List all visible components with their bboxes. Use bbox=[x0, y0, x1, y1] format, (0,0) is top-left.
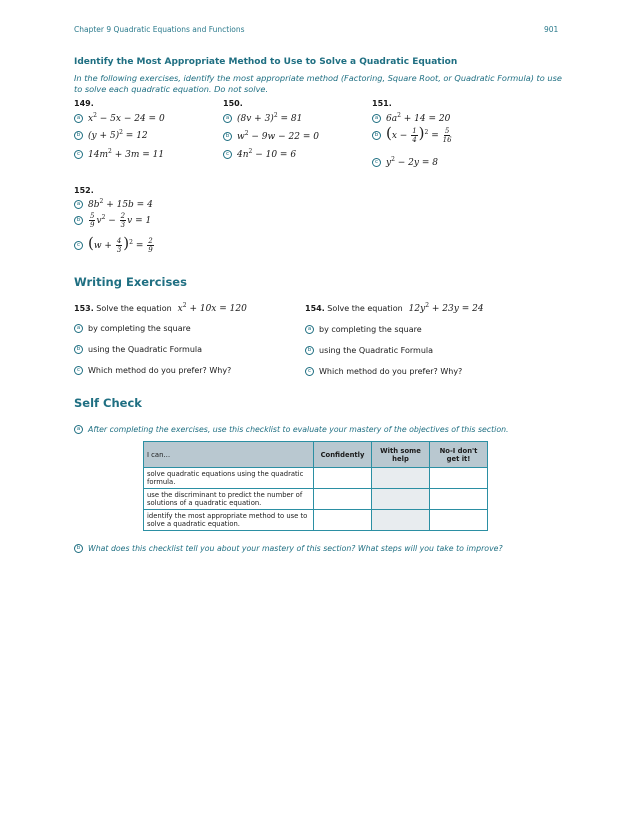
problem-153-a bbox=[74, 324, 191, 333]
checkbox-with-some-help[interactable] bbox=[372, 468, 430, 489]
checkbox-dont-get-it[interactable] bbox=[430, 510, 488, 531]
table-header: With some help bbox=[372, 442, 430, 468]
checkbox-confidently[interactable] bbox=[314, 510, 372, 531]
page-number: 901 bbox=[544, 25, 559, 34]
equation: $12y^2 + 23y = 24$ bbox=[408, 302, 484, 314]
label-c-icon: c bbox=[74, 241, 83, 250]
self-check-a-text: After completing the exercises, use this checklist to evaluate your mastery of the objectives of this section. bbox=[88, 425, 509, 434]
problem-153-b bbox=[74, 345, 202, 354]
item-text: Which method do you prefer? Why? bbox=[88, 366, 232, 375]
item-text: using the Quadratic Formula bbox=[88, 345, 203, 354]
table-header-row bbox=[144, 442, 488, 468]
self-check-b-text: What does this checklist tell you about your mastery of this section? What steps will you take to improve? bbox=[88, 544, 503, 553]
self-check-heading: Self Check bbox=[74, 396, 142, 410]
equation: (x − $\frac{1}{4}$ )$^2$ = $\frac{5}{16}$ bbox=[386, 124, 452, 144]
item-text: Which method do you prefer? Why? bbox=[319, 367, 463, 376]
label-b-icon: b bbox=[74, 131, 83, 140]
self-check-a bbox=[74, 425, 509, 434]
problem-number-153: 153. bbox=[74, 303, 94, 313]
label-a-icon: a bbox=[74, 200, 83, 209]
problem-150-a bbox=[223, 112, 302, 124]
label-a-icon: a bbox=[74, 324, 83, 333]
problem-151-b bbox=[372, 124, 453, 144]
label-a-icon: a bbox=[305, 325, 314, 334]
label-a-icon: a bbox=[74, 425, 83, 434]
problem-151-c bbox=[372, 156, 438, 168]
problem-154-prompt bbox=[305, 302, 484, 314]
problem-154-text: Solve the equation bbox=[327, 303, 403, 313]
problem-number-152: 152. bbox=[74, 186, 94, 195]
problem-154-a bbox=[305, 325, 422, 334]
problem-number-151: 151. bbox=[372, 99, 392, 108]
label-a-icon: a bbox=[74, 114, 83, 123]
label-b-icon: b bbox=[74, 216, 83, 225]
equation: $y^2 - 2y = 8$ bbox=[386, 156, 438, 168]
checkbox-dont-get-it[interactable] bbox=[430, 468, 488, 489]
equation: $14m^2 + 3m = 11$ bbox=[88, 148, 165, 160]
label-c-icon: c bbox=[372, 158, 381, 167]
table-header: Confidently bbox=[314, 442, 372, 468]
checkbox-with-some-help[interactable] bbox=[372, 510, 430, 531]
problem-152-a bbox=[74, 198, 153, 210]
section-instructions: In the following exercises, identify the most appropriate method (Factoring, Square Root, or Quadratic Formula) to use to solve each quadratic equation. Do not solve. bbox=[74, 73, 562, 94]
problem-154-c bbox=[305, 367, 462, 376]
equation: $x^2 - 5x - 24 = 0$ bbox=[88, 112, 165, 124]
problem-149-a bbox=[74, 112, 165, 124]
checkbox-dont-get-it[interactable] bbox=[430, 489, 488, 510]
label-b-icon: b bbox=[74, 345, 83, 354]
label-a-icon: a bbox=[372, 114, 381, 123]
checkbox-confidently[interactable] bbox=[314, 468, 372, 489]
label-c-icon: c bbox=[74, 150, 83, 159]
label-c-icon: c bbox=[305, 367, 314, 376]
problem-149-c bbox=[74, 148, 164, 160]
table-row bbox=[144, 510, 488, 531]
problem-151-a bbox=[372, 112, 450, 124]
equation: $4n^2 - 10 = 6$ bbox=[237, 148, 297, 160]
table-cell-skill: identify the most appropriate method to use to solve a quadratic equation. bbox=[144, 510, 314, 531]
item-text: by completing the square bbox=[88, 324, 191, 333]
equation: $6a^2 + 14 = 20$ bbox=[386, 112, 451, 124]
table-cell-skill: use the discriminant to predict the number of solutions of a quadratic equation. bbox=[144, 489, 314, 510]
problem-number-149: 149. bbox=[74, 99, 94, 108]
problem-number-154: 154. bbox=[305, 303, 325, 313]
problem-153-prompt bbox=[74, 302, 247, 314]
self-check-b bbox=[74, 544, 503, 553]
checkbox-confidently[interactable] bbox=[314, 489, 372, 510]
problem-154-b bbox=[305, 346, 433, 355]
writing-exercises-heading: Writing Exercises bbox=[74, 275, 187, 289]
label-c-icon: c bbox=[223, 150, 232, 159]
label-c-icon: c bbox=[74, 366, 83, 375]
checkbox-with-some-help[interactable] bbox=[372, 489, 430, 510]
problem-153-c bbox=[74, 366, 231, 375]
equation: $\frac{5}{9}$ $v^2$ − $\frac{2}{3}$ v = 1 bbox=[90, 212, 152, 229]
equation: $(8v + 3)^2 = 81$ bbox=[237, 112, 303, 124]
equation: $w^2 - 9w - 22 = 0$ bbox=[237, 130, 319, 142]
equation: $8b^2 + 15b = 4$ bbox=[88, 198, 153, 210]
label-b-icon: b bbox=[372, 131, 381, 140]
problem-150-b bbox=[223, 130, 319, 142]
label-b-icon: b bbox=[223, 132, 232, 141]
equation: (w + $\frac{4}{3}$ )$^2$ = $\frac{2}{9}$ bbox=[88, 234, 153, 254]
problem-152-c bbox=[74, 234, 155, 254]
table-header: I can… bbox=[144, 442, 314, 468]
label-b-icon: b bbox=[305, 346, 314, 355]
section-heading: Identify the Most Appropriate Method to Use to Solve a Quadratic Equation bbox=[74, 57, 458, 67]
table-row bbox=[144, 468, 488, 489]
problem-number-150: 150. bbox=[223, 99, 243, 108]
self-check-table bbox=[143, 441, 488, 531]
equation: $(y + 5)^2 = 12$ bbox=[88, 129, 148, 141]
item-text: by completing the square bbox=[319, 325, 422, 334]
equation: $x^2 + 10x = 120$ bbox=[177, 302, 247, 314]
table-row bbox=[144, 489, 488, 510]
problem-150-c bbox=[223, 148, 296, 160]
problem-152-b bbox=[74, 212, 151, 229]
label-a-icon: a bbox=[223, 114, 232, 123]
table-cell-skill: solve quadratic equations using the quadratic formula. bbox=[144, 468, 314, 489]
label-b-icon: b bbox=[74, 544, 83, 553]
table-header: No-I don't get it! bbox=[430, 442, 488, 468]
item-text: using the Quadratic Formula bbox=[319, 346, 434, 355]
problem-149-b bbox=[74, 129, 148, 141]
running-header-chapter: Chapter 9 Quadratic Equations and Functions bbox=[74, 25, 245, 34]
problem-153-text: Solve the equation bbox=[96, 303, 172, 313]
